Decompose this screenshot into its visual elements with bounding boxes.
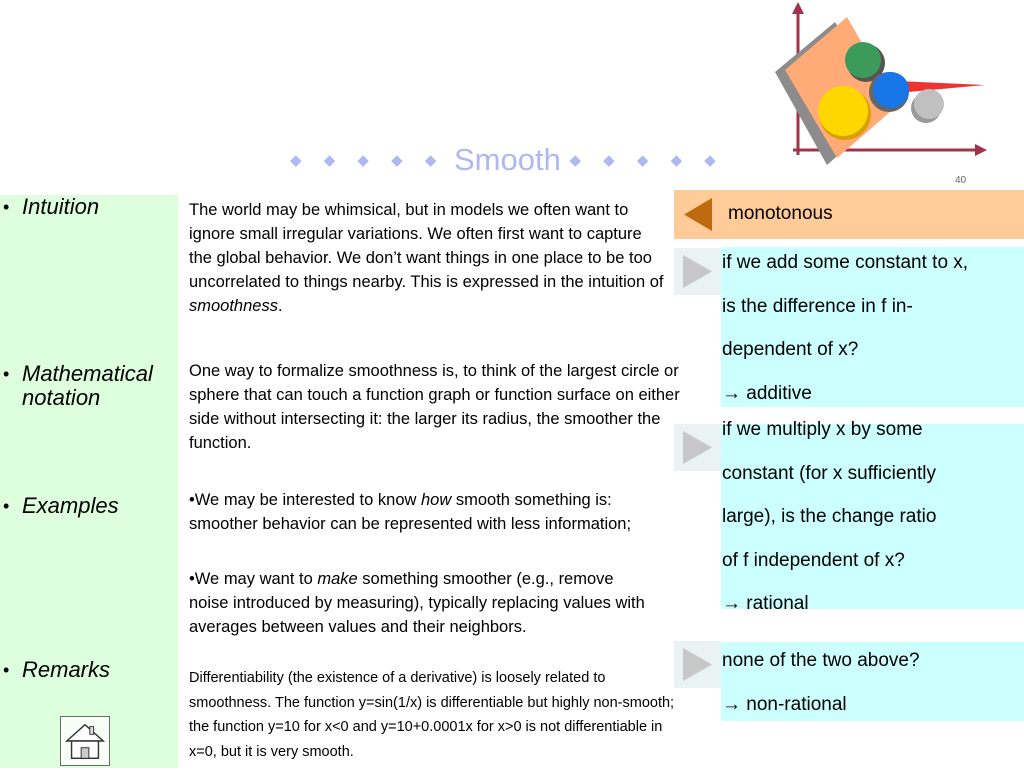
how-emphasis: how bbox=[421, 491, 452, 509]
additive-question: if we add some constant to x, is the difference in f in- dependent of x? → additive bbox=[722, 241, 968, 415]
nonrational-question: none of the two above? → non-rational bbox=[722, 639, 920, 726]
example-how-smooth: •We may be interested to know how smooth something is: smoother behavior can be represented with less information; bbox=[189, 491, 632, 533]
rational-question: if we multiply x by some constant (for x sufficiently large), is the change ratio of f independent of x? → rational bbox=[722, 408, 936, 626]
arrow-right-icon bbox=[674, 641, 721, 688]
nonrational-arrow-button[interactable] bbox=[674, 641, 721, 688]
make-emphasis: make bbox=[317, 570, 358, 588]
bullet: • bbox=[3, 660, 10, 680]
monotonous-box bbox=[674, 190, 1024, 239]
title-decoration-left: ◆ ◆ ◆ ◆ ◆ bbox=[290, 152, 446, 169]
mathematical-notation-text: One way to formalize smoothness is, to think of the largest circle or sphere that can touch a function graph or function surface on either side without intersecting it: the larger its radius, the smoother the function. bbox=[189, 362, 680, 452]
bullet: • bbox=[3, 197, 10, 217]
sidebar-item-label: Intuition bbox=[22, 194, 100, 219]
sidebar-item-label: Mathematical notation bbox=[22, 361, 153, 410]
title-decoration-right: ◆ ◆ ◆ ◆ ◆ bbox=[569, 152, 725, 169]
back-button[interactable] bbox=[674, 191, 721, 238]
slide-title: Smooth bbox=[453, 142, 561, 177]
home-button[interactable] bbox=[60, 716, 110, 766]
example-make-smoother: •We may want to make something smoother (e.g., remove noise introduced by measuring), typically replacing values with averages between values and their neighbors. bbox=[189, 570, 645, 636]
sidebar bbox=[0, 195, 178, 768]
monotonous-label: monotonous bbox=[728, 203, 833, 224]
sidebar-item-label: Remarks bbox=[22, 657, 111, 682]
slide-title-bar bbox=[290, 142, 725, 178]
slide-number: 40 bbox=[955, 175, 967, 186]
arrow-right-icon bbox=[674, 424, 721, 471]
logo-graphic bbox=[765, 0, 1024, 165]
arrow-right-icon bbox=[674, 248, 721, 295]
arrow-left-icon bbox=[674, 191, 721, 238]
additive-result: → additive bbox=[722, 382, 812, 404]
bullet: • bbox=[3, 364, 10, 384]
remarks-text: Differentiability (the existence of a derivative) is loosely related to smoothness. The function y=sin(1/x) is differentiable but highly non-smooth; the function y=10 for x<0 and y=10+0.0001x for x>0 is not differentiable in x=0, but it is very smooth. bbox=[189, 670, 675, 760]
smoothness-emphasis: smoothness bbox=[189, 297, 278, 315]
home-icon bbox=[61, 717, 109, 765]
bullet: • bbox=[3, 496, 10, 516]
rational-result: → rational bbox=[722, 593, 809, 614]
rational-arrow-button[interactable] bbox=[674, 424, 721, 471]
sidebar-item-label: Examples bbox=[22, 493, 119, 518]
nonrational-result: → non-rational bbox=[722, 693, 847, 715]
intuition-text: The world may be whimsical, but in models we often want to ignore small irregular variations. We often first want to capture the global behavior. We don’t want things in one place to be too uncorrelated to things nearby. This is expressed in the intuition of smoothness. bbox=[189, 201, 664, 315]
additive-arrow-button[interactable] bbox=[674, 248, 721, 295]
